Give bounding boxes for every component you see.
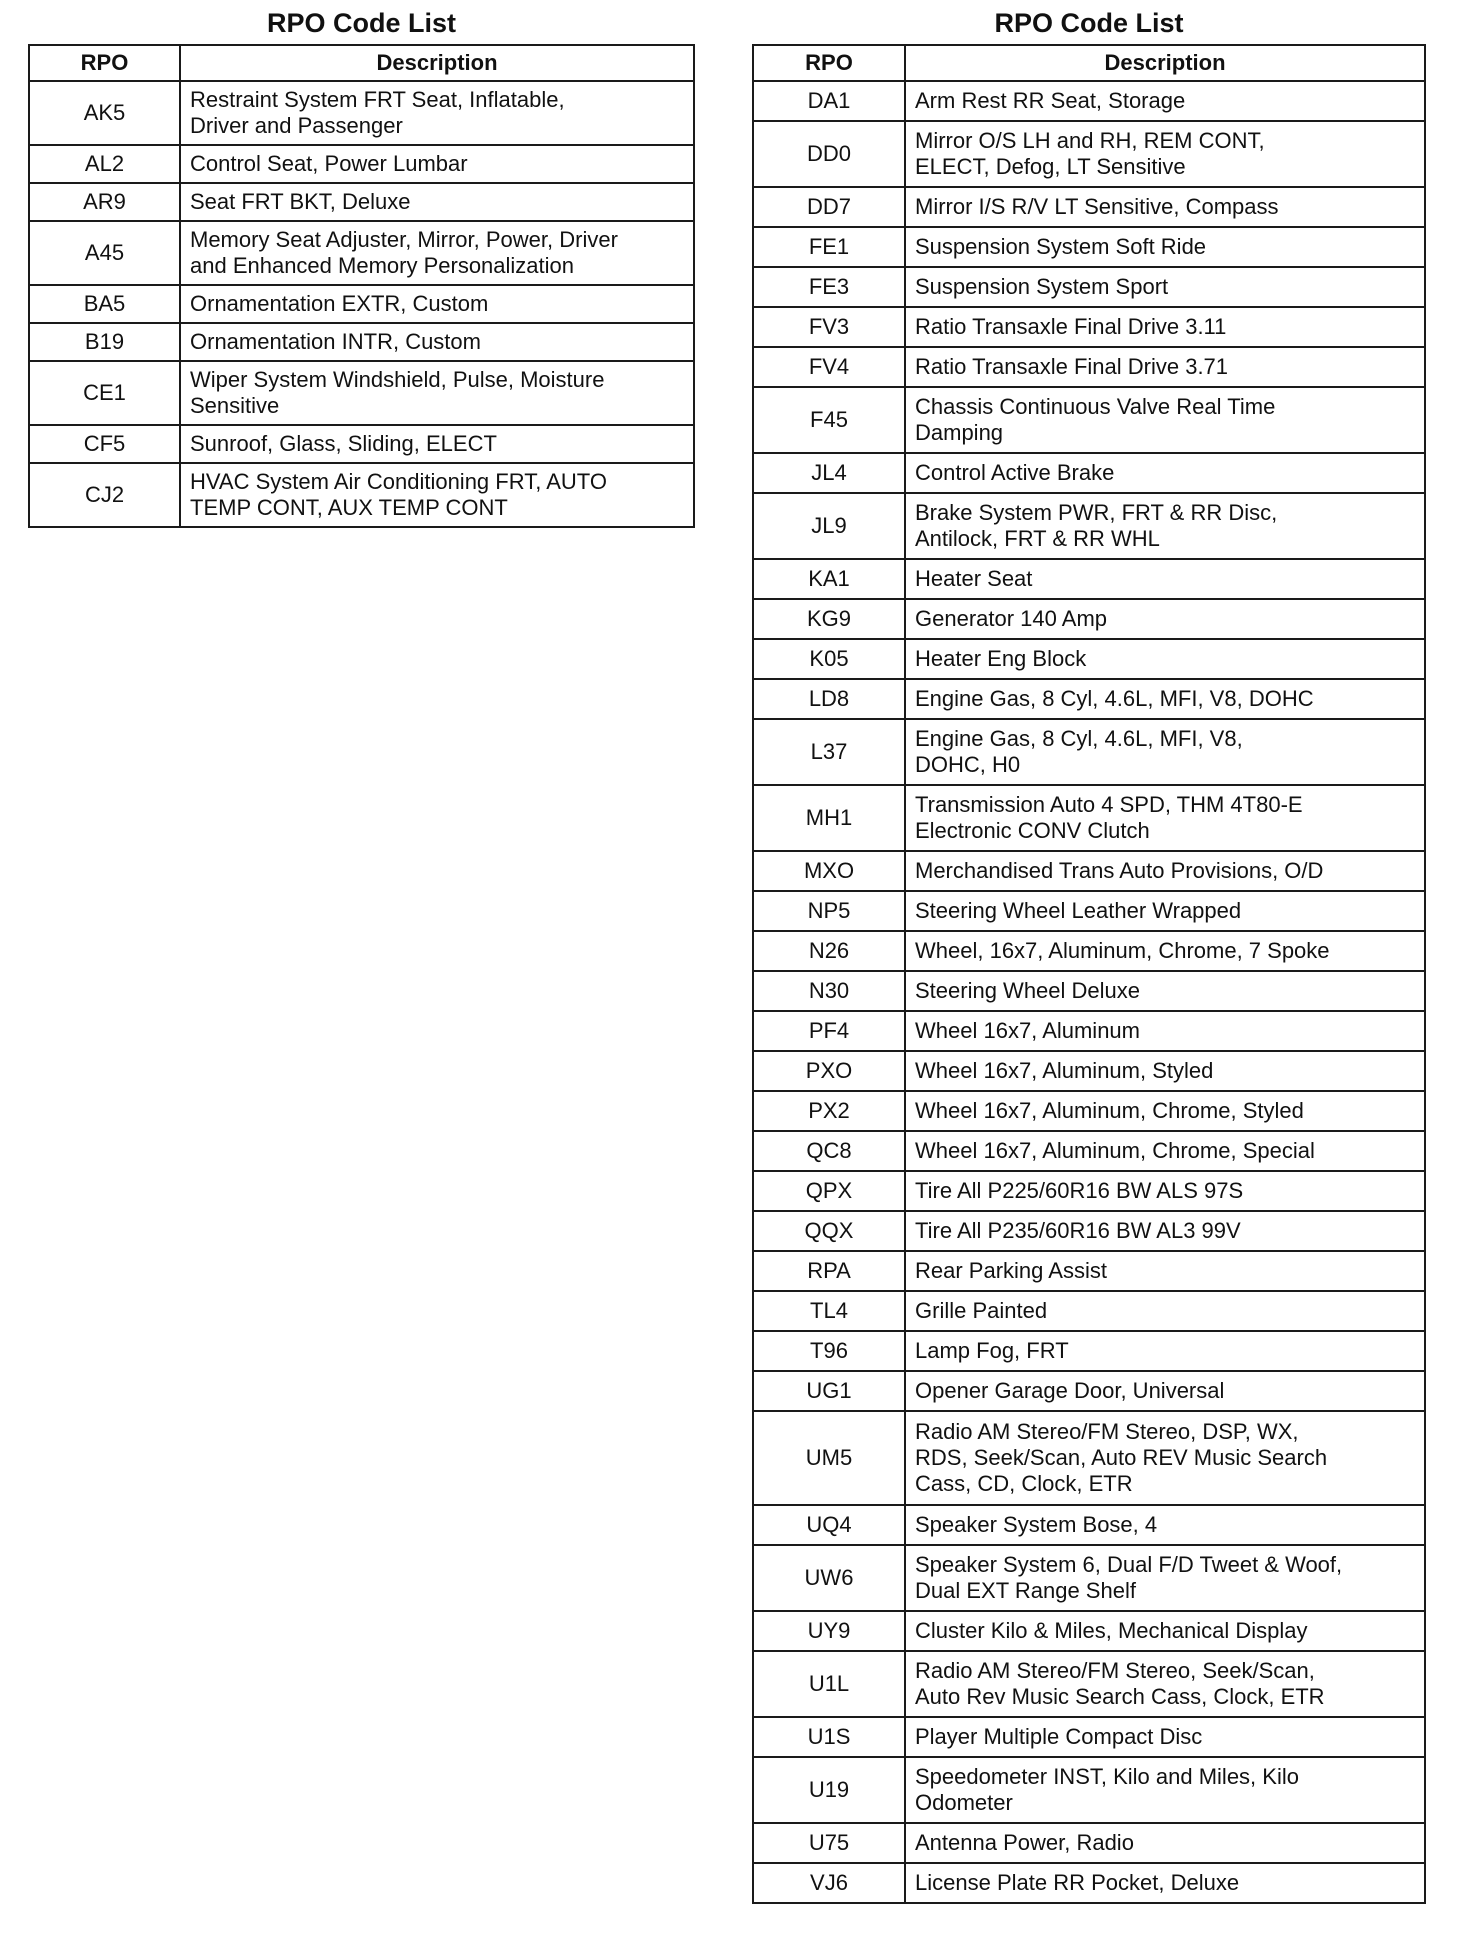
- description-cell: License Plate RR Pocket, Deluxe: [905, 1863, 1425, 1903]
- table-row: [753, 559, 1425, 599]
- rpo-code-cell: BA5: [29, 285, 180, 323]
- description-cell: Lamp Fog, FRT: [905, 1331, 1425, 1371]
- left-table-title: RPO Code List: [266, 8, 456, 38]
- rpo-code-cell: AR9: [29, 183, 180, 221]
- rpo-code-cell: AK5: [29, 81, 180, 145]
- description-cell: Steering Wheel Deluxe: [905, 971, 1425, 1011]
- description-cell: Sunroof, Glass, Sliding, ELECT: [180, 425, 694, 463]
- table-row: [29, 361, 694, 425]
- rpo-code-cell: KG9: [753, 599, 905, 639]
- rpo-code-cell: MXO: [753, 851, 905, 891]
- table-row: [29, 323, 694, 361]
- description-cell: Wheel, 16x7, Aluminum, Chrome, 7 Spoke: [905, 931, 1425, 971]
- table-row: [753, 639, 1425, 679]
- description-cell: Wheel 16x7, Aluminum, Chrome, Styled: [905, 1091, 1425, 1131]
- description-cell: Ornamentation EXTR, Custom: [180, 285, 694, 323]
- right-table-title: RPO Code List: [994, 8, 1184, 38]
- rpo-code-cell: RPA: [753, 1251, 905, 1291]
- description-cell: Wheel 16x7, Aluminum, Chrome, Special: [905, 1131, 1425, 1171]
- rpo-code-cell: FE1: [753, 227, 905, 267]
- table-row: [753, 1131, 1425, 1171]
- table-row: [753, 1331, 1425, 1371]
- description-cell: Wiper System Windshield, Pulse, Moisture Sensitive: [180, 361, 694, 425]
- table-row: [753, 1251, 1425, 1291]
- description-cell: Wheel 16x7, Aluminum: [905, 1011, 1425, 1051]
- rpo-code-cell: U19: [753, 1757, 905, 1823]
- description-column-header: Description: [905, 45, 1425, 81]
- table-row: [753, 307, 1425, 347]
- left-table-header-row: [29, 45, 694, 81]
- table-row: [29, 183, 694, 221]
- description-cell: Radio AM Stereo/FM Stereo, DSP, WX, RDS, Seek/Scan, Auto REV Music Search Cass, CD, Clock, ETR: [905, 1411, 1425, 1505]
- rpo-code-cell: TL4: [753, 1291, 905, 1331]
- table-row: [753, 931, 1425, 971]
- description-cell: Radio AM Stereo/FM Stereo, Seek/Scan, Auto Rev Music Search Cass, Clock, ETR: [905, 1651, 1425, 1717]
- rpo-code-cell: NP5: [753, 891, 905, 931]
- rpo-code-cell: A45: [29, 221, 180, 285]
- description-cell: Opener Garage Door, Universal: [905, 1371, 1425, 1411]
- description-cell: Ornamentation INTR, Custom: [180, 323, 694, 361]
- table-row: [29, 81, 694, 145]
- right-table-header-row: [753, 45, 1425, 81]
- table-row: [753, 453, 1425, 493]
- rpo-code-cell: N26: [753, 931, 905, 971]
- rpo-code-cell: FE3: [753, 267, 905, 307]
- description-cell: Heater Seat: [905, 559, 1425, 599]
- description-cell: Antenna Power, Radio: [905, 1823, 1425, 1863]
- rpo-code-cell: K05: [753, 639, 905, 679]
- description-cell: Speedometer INST, Kilo and Miles, Kilo Odometer: [905, 1757, 1425, 1823]
- rpo-code-cell: UG1: [753, 1371, 905, 1411]
- table-row: [753, 719, 1425, 785]
- description-cell: Chassis Continuous Valve Real Time Damping: [905, 387, 1425, 453]
- description-column-header: Description: [180, 45, 694, 81]
- table-row: [753, 1291, 1425, 1331]
- table-row: [753, 1823, 1425, 1863]
- description-cell: Arm Rest RR Seat, Storage: [905, 81, 1425, 121]
- table-row: [753, 347, 1425, 387]
- rpo-code-cell: PX2: [753, 1091, 905, 1131]
- description-cell: Restraint System FRT Seat, Inflatable, Driver and Passenger: [180, 81, 694, 145]
- description-cell: Wheel 16x7, Aluminum, Styled: [905, 1051, 1425, 1091]
- description-cell: Seat FRT BKT, Deluxe: [180, 183, 694, 221]
- description-cell: Generator 140 Amp: [905, 599, 1425, 639]
- rpo-code-cell: QPX: [753, 1171, 905, 1211]
- rpo-code-cell: DA1: [753, 81, 905, 121]
- description-cell: Grille Painted: [905, 1291, 1425, 1331]
- table-row: [753, 81, 1425, 121]
- rpo-code-cell: JL9: [753, 493, 905, 559]
- table-row: [753, 387, 1425, 453]
- table-row: [29, 285, 694, 323]
- table-row: [29, 221, 694, 285]
- rpo-code-cell: AL2: [29, 145, 180, 183]
- rpo-code-cell: CF5: [29, 425, 180, 463]
- table-row: [753, 187, 1425, 227]
- table-row: [753, 1717, 1425, 1757]
- rpo-code-cell: QC8: [753, 1131, 905, 1171]
- left-rpo-panel: [28, 8, 695, 528]
- table-row: [29, 425, 694, 463]
- table-row: [753, 121, 1425, 187]
- rpo-code-cell: T96: [753, 1331, 905, 1371]
- description-cell: Ratio Transaxle Final Drive 3.11: [905, 307, 1425, 347]
- rpo-code-cell: PXO: [753, 1051, 905, 1091]
- rpo-code-cell: B19: [29, 323, 180, 361]
- right-rpo-table: [752, 44, 1426, 1904]
- table-row: [753, 851, 1425, 891]
- description-cell: Suspension System Soft Ride: [905, 227, 1425, 267]
- left-rpo-table: [28, 44, 695, 528]
- description-cell: Mirror I/S R/V LT Sensitive, Compass: [905, 187, 1425, 227]
- description-cell: Cluster Kilo & Miles, Mechanical Display: [905, 1611, 1425, 1651]
- rpo-code-cell: N30: [753, 971, 905, 1011]
- table-row: [753, 1211, 1425, 1251]
- rpo-code-cell: FV3: [753, 307, 905, 347]
- description-cell: HVAC System Air Conditioning FRT, AUTO TEMP CONT, AUX TEMP CONT: [180, 463, 694, 527]
- rpo-code-cell: UY9: [753, 1611, 905, 1651]
- rpo-code-cell: QQX: [753, 1211, 905, 1251]
- table-row: [753, 1091, 1425, 1131]
- rpo-code-cell: JL4: [753, 453, 905, 493]
- description-cell: Engine Gas, 8 Cyl, 4.6L, MFI, V8, DOHC: [905, 679, 1425, 719]
- table-row: [753, 679, 1425, 719]
- rpo-code-cell: U1S: [753, 1717, 905, 1757]
- description-cell: Heater Eng Block: [905, 639, 1425, 679]
- description-cell: Control Seat, Power Lumbar: [180, 145, 694, 183]
- table-row: [29, 463, 694, 527]
- table-row: [753, 1651, 1425, 1717]
- table-row: [753, 1411, 1425, 1505]
- rpo-code-cell: PF4: [753, 1011, 905, 1051]
- rpo-code-cell: U1L: [753, 1651, 905, 1717]
- description-cell: Brake System PWR, FRT & RR Disc, Antilock, FRT & RR WHL: [905, 493, 1425, 559]
- rpo-code-cell: VJ6: [753, 1863, 905, 1903]
- description-cell: Memory Seat Adjuster, Mirror, Power, Driver and Enhanced Memory Personalization: [180, 221, 694, 285]
- description-cell: Suspension System Sport: [905, 267, 1425, 307]
- rpo-code-cell: MH1: [753, 785, 905, 851]
- description-cell: Tire All P225/60R16 BW ALS 97S: [905, 1171, 1425, 1211]
- table-row: [753, 1011, 1425, 1051]
- description-cell: Tire All P235/60R16 BW AL3 99V: [905, 1211, 1425, 1251]
- rpo-code-cell: LD8: [753, 679, 905, 719]
- description-cell: Steering Wheel Leather Wrapped: [905, 891, 1425, 931]
- table-row: [29, 145, 694, 183]
- table-row: [753, 891, 1425, 931]
- description-cell: Speaker System Bose, 4: [905, 1505, 1425, 1545]
- description-cell: Mirror O/S LH and RH, REM CONT, ELECT, Defog, LT Sensitive: [905, 121, 1425, 187]
- rpo-code-cell: DD7: [753, 187, 905, 227]
- rpo-code-cell: CJ2: [29, 463, 180, 527]
- table-row: [753, 267, 1425, 307]
- table-row: [753, 971, 1425, 1011]
- description-cell: Player Multiple Compact Disc: [905, 1717, 1425, 1757]
- table-row: [753, 1611, 1425, 1651]
- rpo-column-header: RPO: [753, 45, 905, 81]
- table-row: [753, 1863, 1425, 1903]
- rpo-code-cell: U75: [753, 1823, 905, 1863]
- table-row: [753, 1505, 1425, 1545]
- description-cell: Engine Gas, 8 Cyl, 4.6L, MFI, V8, DOHC, H0: [905, 719, 1425, 785]
- description-cell: Rear Parking Assist: [905, 1251, 1425, 1291]
- table-row: [753, 599, 1425, 639]
- table-row: [753, 785, 1425, 851]
- table-row: [753, 493, 1425, 559]
- rpo-code-cell: F45: [753, 387, 905, 453]
- rpo-code-cell: KA1: [753, 559, 905, 599]
- rpo-code-cell: CE1: [29, 361, 180, 425]
- description-cell: Merchandised Trans Auto Provisions, O/D: [905, 851, 1425, 891]
- rpo-code-cell: UQ4: [753, 1505, 905, 1545]
- description-cell: Control Active Brake: [905, 453, 1425, 493]
- description-cell: Speaker System 6, Dual F/D Tweet & Woof, Dual EXT Range Shelf: [905, 1545, 1425, 1611]
- rpo-code-cell: FV4: [753, 347, 905, 387]
- description-cell: Ratio Transaxle Final Drive 3.71: [905, 347, 1425, 387]
- description-cell: Transmission Auto 4 SPD, THM 4T80-E Electronic CONV Clutch: [905, 785, 1425, 851]
- table-row: [753, 1371, 1425, 1411]
- right-rpo-panel: [752, 8, 1426, 1904]
- rpo-code-cell: DD0: [753, 121, 905, 187]
- table-row: [753, 227, 1425, 267]
- table-row: [753, 1545, 1425, 1611]
- table-row: [753, 1171, 1425, 1211]
- rpo-code-cell: L37: [753, 719, 905, 785]
- table-row: [753, 1757, 1425, 1823]
- table-row: [753, 1051, 1425, 1091]
- rpo-code-cell: UM5: [753, 1411, 905, 1505]
- rpo-column-header: RPO: [29, 45, 180, 81]
- rpo-code-cell: UW6: [753, 1545, 905, 1611]
